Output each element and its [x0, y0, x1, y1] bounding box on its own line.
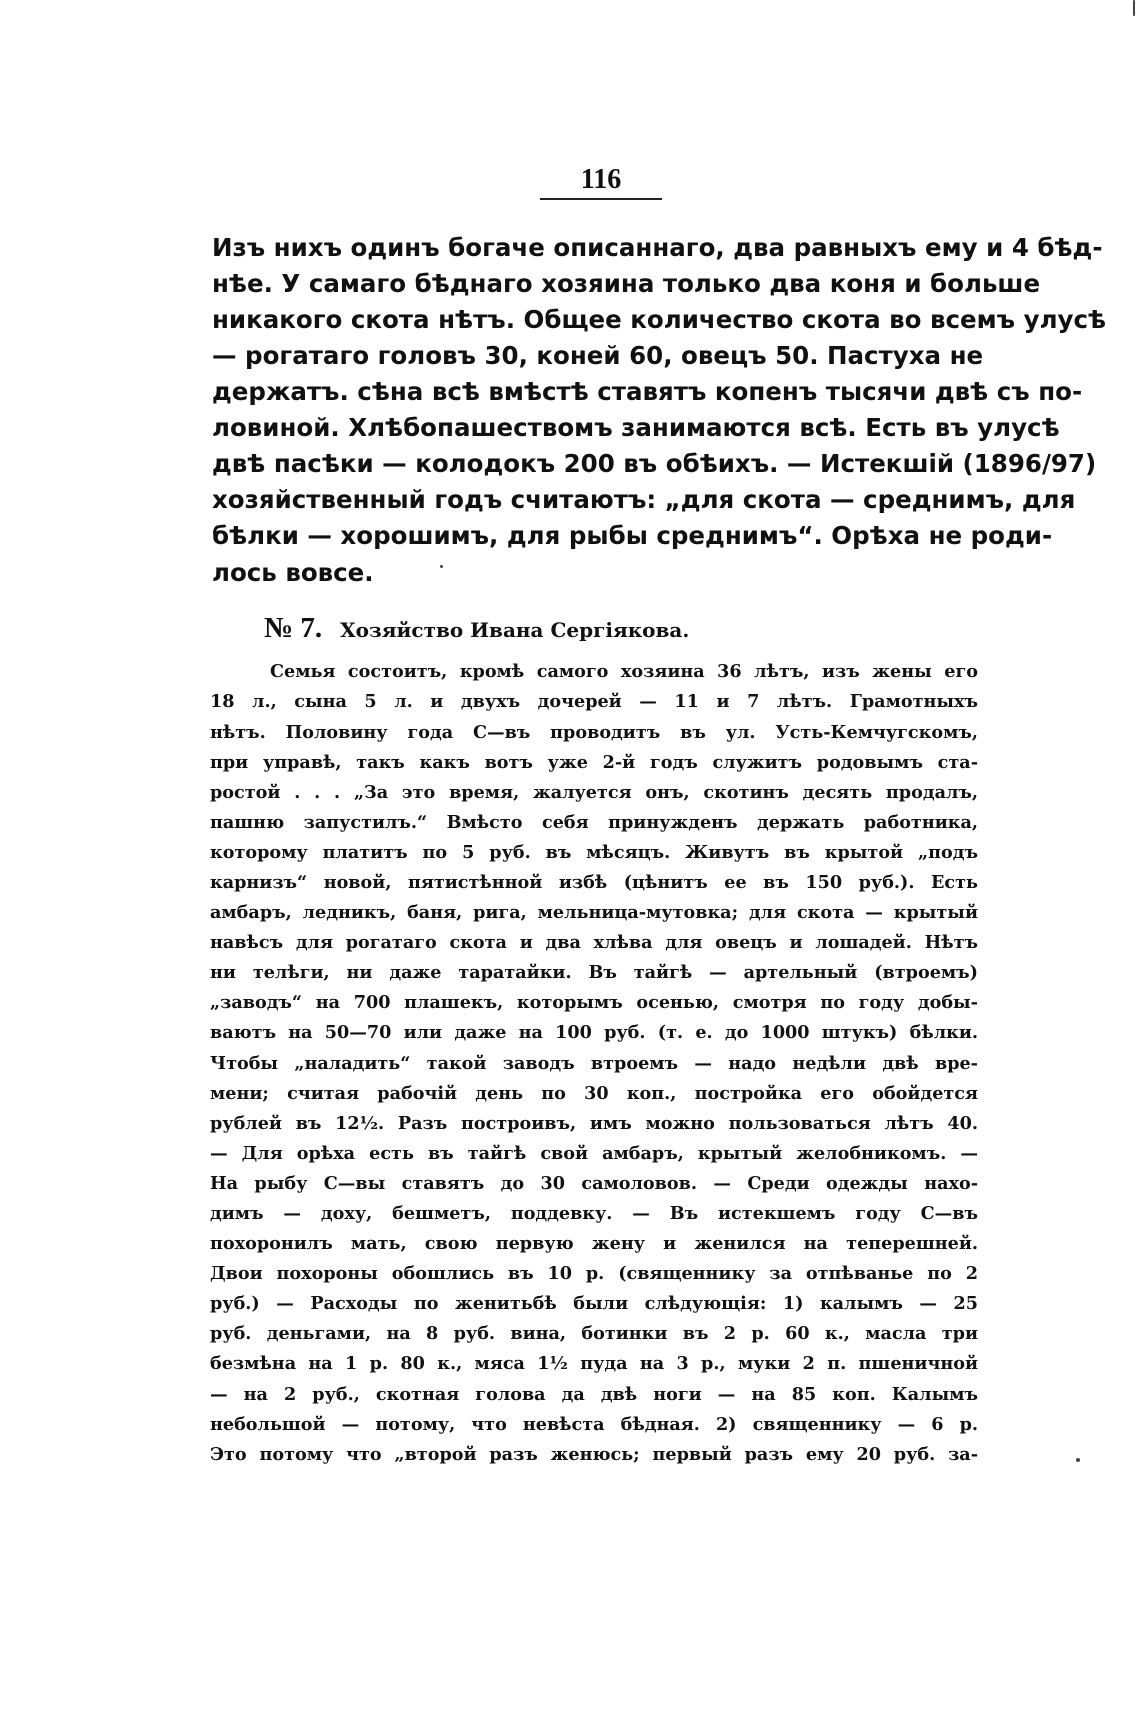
paragraph-1-line: ловиной. Хлѣбопашествомъ занимаются всѣ. Есть въ улусѣ — [212, 413, 1060, 442]
paragraph-2-line: ростой . . . „За это время, жалуется онъ, скотинъ десять продалъ, — [210, 782, 978, 803]
paragraph-2-line: Двои похороны обошлись въ 10 р. (священнику за отпѣванье по 2 — [210, 1263, 978, 1284]
paragraph-2-line: нѣтъ. Половину года С—въ проводитъ въ ул. Усть-Кемчугскомъ, — [210, 722, 978, 743]
paragraph-2-line: Чтобы „наладить“ такой заводъ втроемъ — надо недѣли двѣ вре- — [210, 1053, 978, 1074]
paragraph-2-line: мени; считая рабочій день по 30 коп., постройка его обойдется — [210, 1083, 978, 1104]
paragraph-2-line: рублей въ 12½. Разъ построивъ, имъ можно пользоваться лѣтъ 40. — [210, 1113, 978, 1134]
paragraph-2-line: димъ — доху, бешметъ, поддевку. — Въ истекшемъ году С—въ — [210, 1203, 978, 1224]
paragraph-1-line: хозяйственный годъ считаютъ: „для скота — среднимъ, для — [212, 485, 1076, 514]
paragraph-1-line: нѣе. У самаго бѣднаго хозяина только два коня и больше — [212, 269, 1041, 298]
page-number: 116 — [580, 164, 622, 195]
paragraph-1-line: держатъ. сѣна всѣ вмѣстѣ ставятъ копенъ тысячи двѣ съ по- — [212, 377, 1083, 406]
paragraph-2-line: ни телѣги, ни даже таратайки. Въ тайгѣ — артельный (втроемъ) — [210, 962, 978, 983]
paragraph-2-line: Семья состоитъ, кромѣ самого хозяина 36 лѣтъ, изъ жены его — [270, 661, 978, 682]
paragraph-2-line: навѣсъ для рогатаго скота и два хлѣва для овецъ и лошадей. Нѣтъ — [210, 932, 978, 953]
paragraph-1-line: Изъ нихъ одинъ богаче описаннаго, два равныхъ ему и 4 бѣд- — [212, 233, 1103, 262]
paragraph-2-line: 18 л., сына 5 л. и двухъ дочерей — 11 и 7 лѣтъ. Грамотныхъ — [210, 691, 978, 712]
section-heading — [264, 610, 689, 648]
paragraph-2-line: небольшой — потому, что невѣста бѣдная. 2) священнику — 6 р. — [210, 1414, 978, 1435]
paragraph-1-line: — рогатаго головъ 30, коней 60, овецъ 50. Пастуха не — [212, 341, 984, 370]
paragraph-2-line: похоронилъ мать, свою первую жену и женился на теперешней. — [210, 1233, 978, 1254]
paragraph-2-line: безмѣна на 1 р. 80 к., мяса 1½ пуда на 3 р., муки 2 п. пшеничной — [210, 1353, 978, 1374]
paragraph-2-line: амбаръ, ледникъ, баня, рига, мельница-мутовка; для скота — крытый — [210, 902, 978, 923]
page-number-rule — [540, 198, 662, 200]
paragraph-1-line: никакого скота нѣтъ. Общее количество скота во всемъ улусѣ — [212, 305, 1107, 334]
paragraph-2-line: при управѣ, такъ какъ вотъ уже 2-й годъ служитъ родовымъ ста- — [210, 752, 978, 773]
paragraph-2-line: руб.) — Расходы по женитьбѣ были слѣдующія: 1) калымъ — 25 — [210, 1293, 978, 1314]
paragraph-2-line: руб. деньгами, на 8 руб. вина, ботинки въ 2 р. 60 к., масла три — [210, 1323, 978, 1344]
paragraph-2-line: На рыбу С—вы ставятъ до 30 самоловов. — Среди одежды нахо- — [210, 1173, 978, 1194]
section-number: № 7. — [264, 612, 323, 644]
paragraph-2-line: ваютъ на 50—70 или даже на 100 руб. (т. е. до 1000 штукъ) бѣлки. — [210, 1022, 978, 1043]
section-title: Хозяйство Ивана Сергiякова. — [340, 618, 690, 642]
paragraph-1-line: лось вовсе. — [212, 558, 374, 587]
scan-speck — [1133, 0, 1135, 16]
paragraph-2-line: пашню запустилъ.“ Вмѣсто себя принужденъ держать работника, — [210, 812, 978, 833]
paragraph-2-line: Это потому что „второй разъ женюсь; первый разъ ему 20 руб. за- — [210, 1444, 978, 1465]
paragraph-2-line: — Для орѣха есть въ тайгѣ свой амбаръ, крытый желобникомъ. — — [210, 1143, 978, 1164]
paragraph-2-line: которому платитъ по 5 руб. въ мѣсяцъ. Живутъ въ крытой „подъ — [210, 842, 978, 863]
paragraph-2-line: карнизъ“ новой, пятистѣнной избѣ (цѣнитъ ее въ 150 руб.). Есть — [210, 872, 978, 893]
scan-speck — [440, 565, 443, 568]
paragraph-2-line: „заводъ“ на 700 плашекъ, которымъ осенью, смотря по году добы- — [210, 992, 978, 1013]
paragraph-2-line: — на 2 руб., скотная голова да двѣ ноги — на 85 коп. Калымъ — [210, 1384, 978, 1405]
paragraph-1-line: бѣлки — хорошимъ, для рыбы среднимъ“. Орѣха не роди- — [212, 521, 1053, 550]
paragraph-1-line: двѣ пасѣки — колодокъ 200 въ обѣихъ. — Истекшій (1896/97) — [212, 449, 1097, 478]
scan-speck — [1076, 1458, 1080, 1462]
